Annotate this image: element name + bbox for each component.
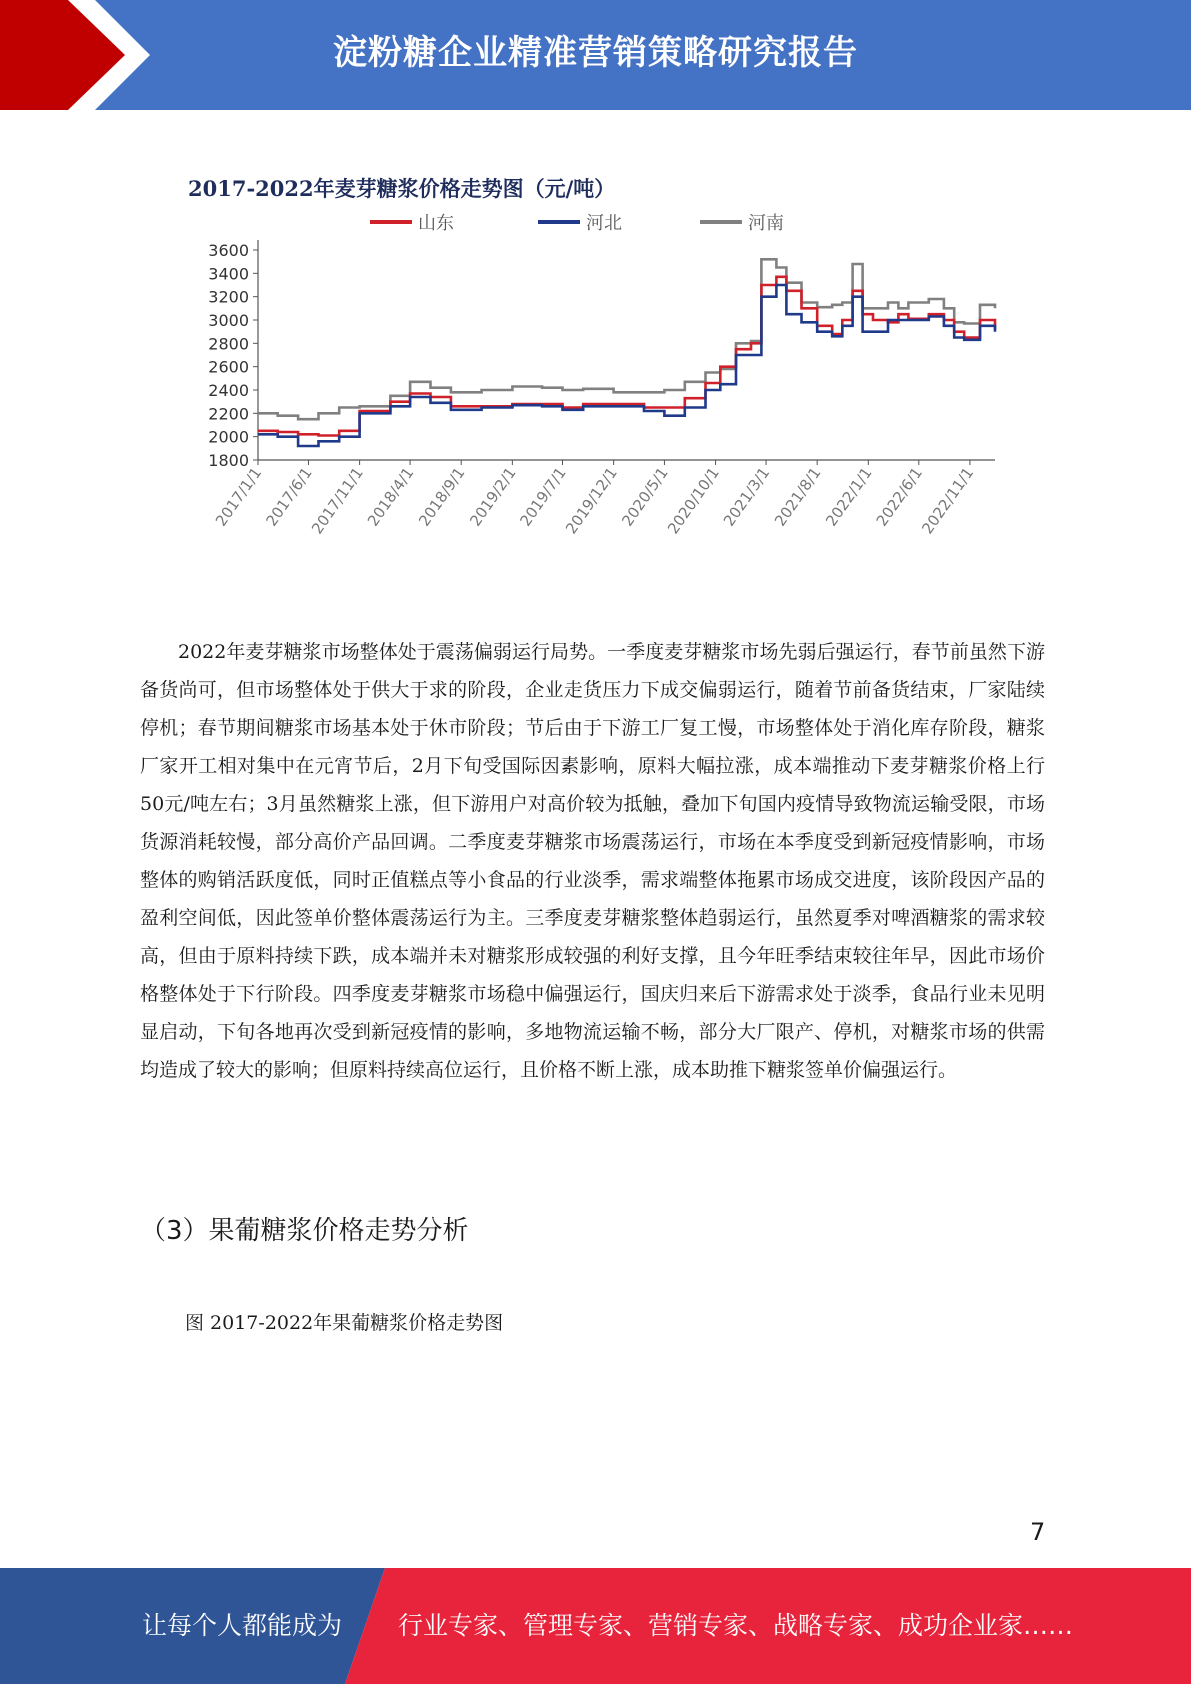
- chart-series-layer: [258, 259, 995, 446]
- footer-slogan-right: 行业专家、管理专家、营销专家、战略专家、成功企业家……: [398, 1611, 1074, 1640]
- maltose-syrup-price-chart: [170, 160, 1030, 600]
- x-tick-label: 2022/6/1: [872, 463, 927, 530]
- y-tick-label: 1800: [208, 451, 249, 470]
- x-tick-label: 2022/1/1: [822, 463, 876, 530]
- series-line: [258, 277, 995, 436]
- y-tick-label: 3000: [208, 311, 249, 330]
- page-footer: [0, 1568, 1191, 1684]
- report-title: 淀粉糖企业精准营销策略研究报告: [333, 33, 858, 73]
- legend-label: 河南: [748, 213, 784, 234]
- x-tick-label: 2017/11/1: [308, 463, 367, 538]
- body-paragraph: 2022年麦芽糖浆市场整体处于震荡偏弱运行局势。一季度麦芽糖浆市场先弱后强运行，春节前虽然下游备货尚可，但市场整体处于供大于求的阶段，企业走货压力下成交偏弱运行，随着节前备货结束，厂家陆续停机；春节期间糖浆市场基本处于休市阶段；节后由于下游工厂复工慢，市场整体处于消化库存阶段，糖浆厂家开工相对集中在元宵节后，2月下旬受国际因素影响，原料大幅拉涨，成本端推动下麦芽糖浆价格上行50元/吨左右；3月虽然糖浆上涨，但下游用户对高价较为抵触，叠加下旬国内疫情导致物流运输受限，市场货源消耗较慢，部分高价产品回调。二季度麦芽糖浆市场震荡运行，市场在本季度受到新冠疫情影响，市场整体的购销活跃度低，同时正值糕点等小食品的行业淡季，需求端整体拖累市场成交进度，该阶段因产品的盈利空间低，因此签单价整体震荡运行为主。三季度麦芽糖浆整体趋弱运行，虽然夏季对啤酒糖浆的需求较高，但由于原料持续下跌，成本端并未对糖浆形成较强的利好支撑，且今年旺季结束较往年早，因此市场价格整体处于下行阶段。四季度麦芽糖浆市场稳中偏强运行，国庆归来后下游需求处于淡季，食品行业未见明显启动，下旬各地再次受到新冠疫情的影响，多地物流运输不畅，部分大厂限产、停机，对糖浆市场的供需均造成了较大的影响；但原料持续高位运行，且价格不断上涨，成本助推下糖浆签单价偏强运行。: [140, 641, 1045, 1081]
- x-tick-label: 2017/6/1: [262, 463, 316, 530]
- page-header: [0, 0, 1191, 110]
- footer-slogan-left: 让每个人都能成为: [142, 1611, 343, 1640]
- legend-label: 山东: [418, 213, 454, 234]
- y-tick-label: 2800: [208, 334, 249, 354]
- x-tick-label: 2019/2/1: [466, 463, 520, 530]
- legend-label: 河北: [586, 213, 622, 234]
- x-tick-label: 2017/1/1: [211, 463, 266, 530]
- page-number: 7: [1030, 1518, 1046, 1546]
- y-tick-label: 2200: [208, 404, 249, 424]
- x-tick-label: 2018/4/1: [363, 463, 418, 530]
- y-tick-label: 3200: [208, 287, 249, 307]
- x-tick-label: 2018/9/1: [415, 463, 469, 530]
- y-tick-label: 3400: [208, 264, 249, 284]
- x-tick-label: 2021/8/1: [771, 463, 825, 530]
- chart-title: 2017-2022年麦芽糖浆价格走势图（元/吨）: [188, 176, 616, 201]
- chart-svg: [170, 160, 1030, 600]
- section-heading: （3）果葡糖浆价格走势分析: [140, 1216, 469, 1246]
- x-tick-label: 2021/3/1: [719, 463, 774, 530]
- y-tick-label: 2400: [208, 381, 249, 400]
- y-tick-label: 2000: [208, 427, 249, 447]
- x-tick-label: 2019/7/1: [516, 463, 570, 530]
- x-tick-label: 2020/5/1: [618, 463, 672, 530]
- y-tick-label: 3600: [208, 241, 249, 260]
- y-tick-label: 2600: [208, 357, 249, 377]
- x-tick-label: 2020/10/1: [663, 463, 723, 538]
- figure-caption: 图 2017-2022年果葡糖浆价格走势图: [185, 1312, 504, 1334]
- x-tick-label: 2022/11/1: [918, 463, 978, 538]
- series-line: [258, 259, 995, 419]
- chart-legend: [370, 212, 784, 234]
- x-tick-label: 2019/12/1: [562, 463, 621, 538]
